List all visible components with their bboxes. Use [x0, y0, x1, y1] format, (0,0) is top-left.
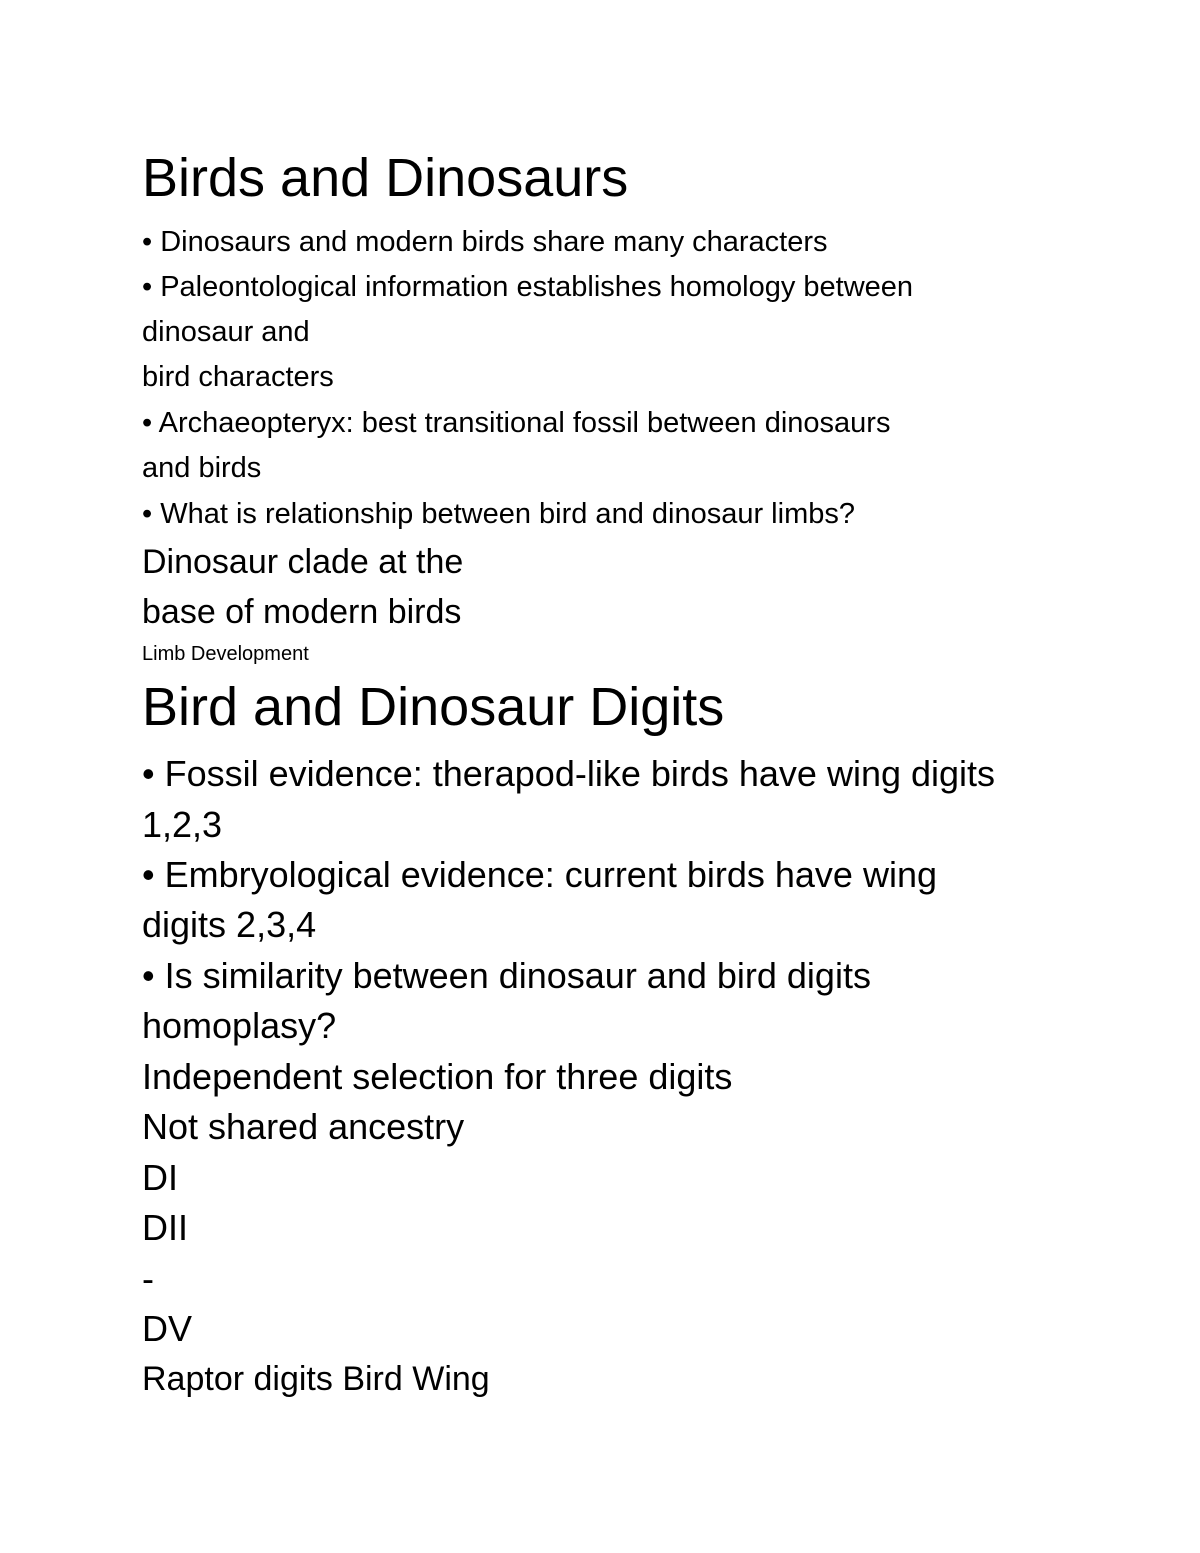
section2-note: DII: [142, 1207, 189, 1248]
section1-caption-line: base of modern birds: [142, 593, 462, 631]
section1-line: and birds: [142, 452, 262, 484]
section1-line: • Paleontological information establishes homology between: [142, 271, 914, 303]
section2-note: Independent selection for three digits: [142, 1056, 733, 1097]
section1-line: • Archaeopteryx: best transitional fossil between dinosaurs: [142, 407, 891, 439]
section2-note: -: [142, 1258, 154, 1299]
section2-line: • Embryological evidence: current birds have wing: [142, 854, 937, 895]
section2-line: digits 2,3,4: [142, 904, 317, 945]
section2-line: homoplasy?: [142, 1005, 337, 1046]
section2-line: • Fossil evidence: therapod-like birds have wing digits: [142, 753, 996, 794]
section2-footer: Raptor digits Bird Wing: [142, 1360, 490, 1398]
section2-note: DV: [142, 1308, 193, 1349]
section1-line: • Dinosaurs and modern birds share many characters: [142, 226, 828, 258]
section2-note: Not shared ancestry: [142, 1106, 465, 1147]
section2-title: Bird and Dinosaur Digits: [142, 677, 725, 737]
section2-line: 1,2,3: [142, 804, 223, 845]
section1-line: dinosaur and: [142, 316, 310, 348]
section2-note: DI: [142, 1157, 178, 1198]
section1-title: Birds and Dinosaurs: [142, 148, 629, 208]
section1-line: bird characters: [142, 361, 334, 393]
section2-line: • Is similarity between dinosaur and bird digits: [142, 955, 871, 996]
section1-line: • What is relationship between bird and dinosaur limbs?: [142, 498, 855, 530]
small-label: Limb Development: [142, 643, 309, 665]
section1-caption-line: Dinosaur clade at the: [142, 543, 464, 581]
